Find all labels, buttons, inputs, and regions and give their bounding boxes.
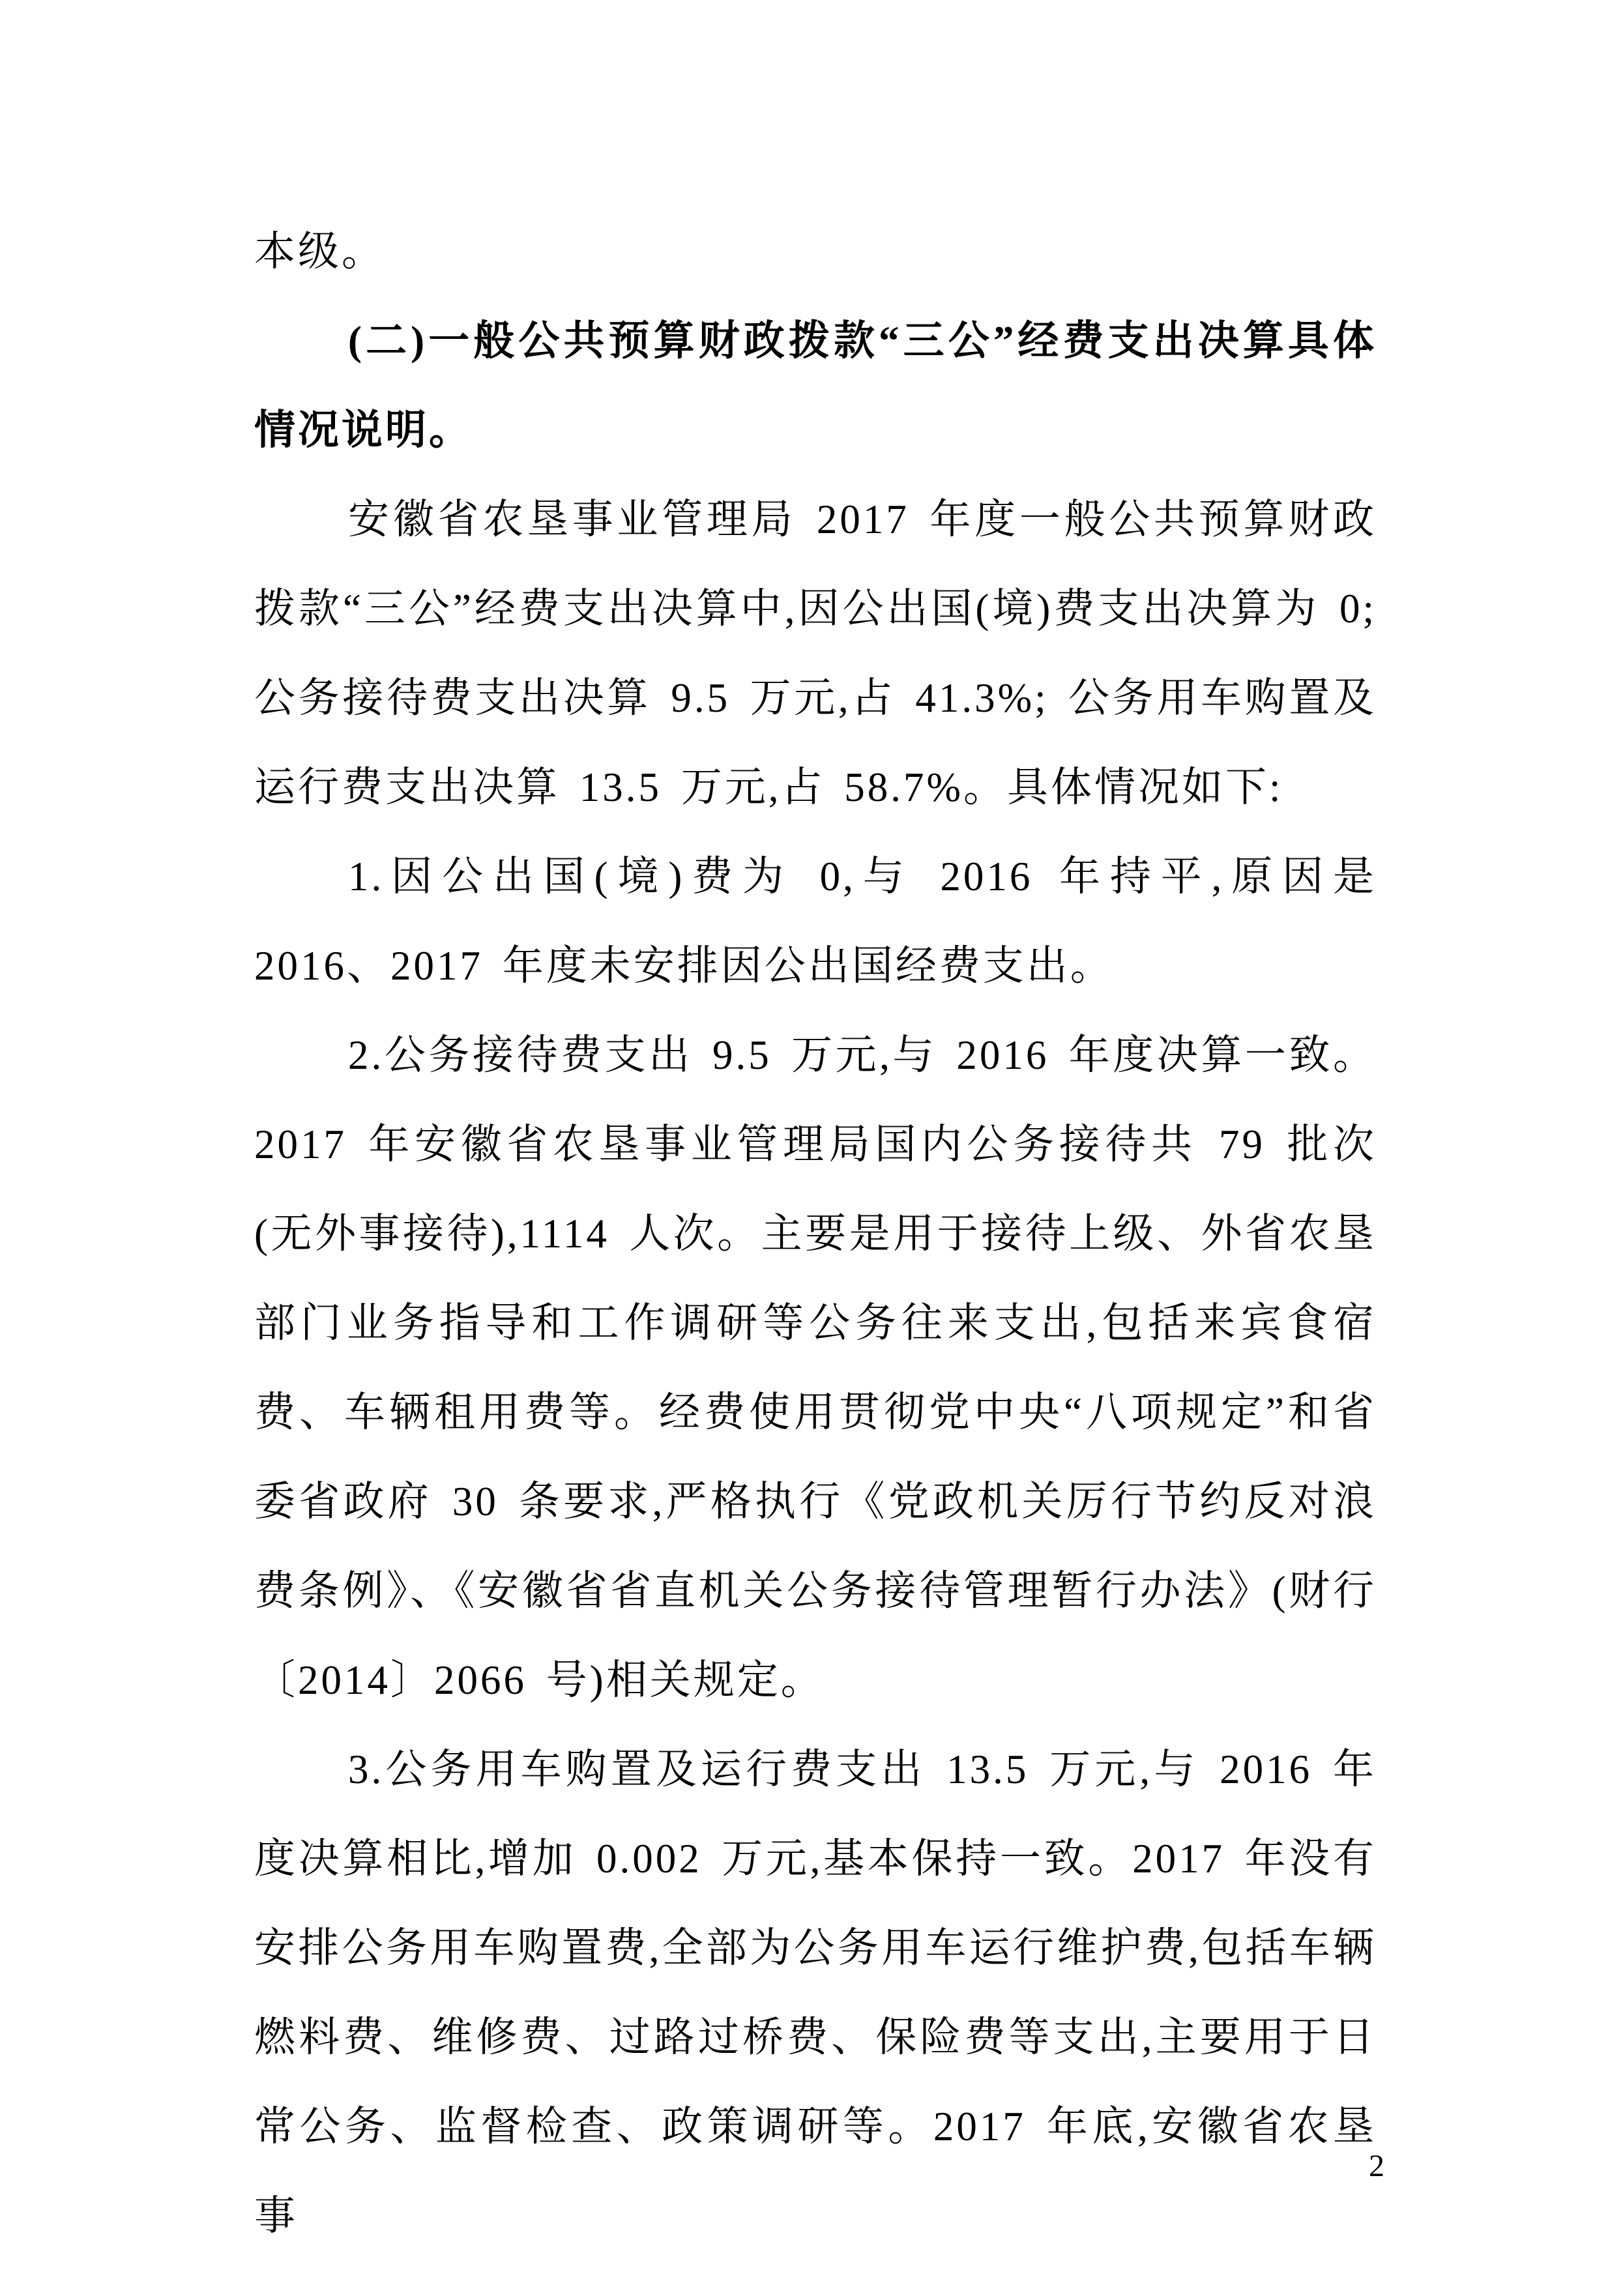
paragraph-carryover: 本级。 [254,229,385,274]
section-heading: (二)一般公共预算财政拨款“三公”经费支出决算具体情况说明。 [254,318,1377,453]
paragraph-overview: 安徽省农垦事业管理局 2017 年度一般公共预算财政拨款“三公”经费支出决算中,因公出国(境)费支出决算为 0; 公务接待费支出决算 9.5 万元,占 41.3%; 公务用车购置及运行费支出决算 13.5 万元,占 58.7%。具体情况如下: [254,497,1377,810]
paragraph-item-3: 3.公务用车购置及运行费支出 13.5 万元,与 2016 年度决算相比,增加 0.002 万元,基本保持一致。2017 年没有安排公务用车购置费,全部为公务用车运行维护费,包括车辆燃料费、维修费、过路过桥费、保险费等支出,主要用于日常公务、监督检查、政策调研等。2017 年底,安徽省农垦事 [254,1747,1377,2239]
document-body [254,207,1377,2261]
paragraph-item-2: 2.公务接待费支出 9.5 万元,与 2016 年度决算一致。2017 年安徽省农垦事业管理局国内公务接待共 79 批次(无外事接待),1114 人次。主要是用于接待上级、外省农垦部门业务指导和工作调研等公务往来支出,包括来宾食宿费、车辆租用费等。经费使用贯彻党中央“八项规定”和省委省政府 30 条要求,严格执行《党政机关厉行节约反对浪费条例》、《安徽省省直机关公务接待管理暂行办法》(财行〔2014〕2066 号)相关规定。 [254,1032,1377,1703]
paragraph-item-1: 1.因公出国(境)费为 0,与 2016 年持平,原因是 2016、2017 年度未安排因公出国经费支出。 [254,854,1377,989]
page-number: 2 [1369,2149,1384,2183]
